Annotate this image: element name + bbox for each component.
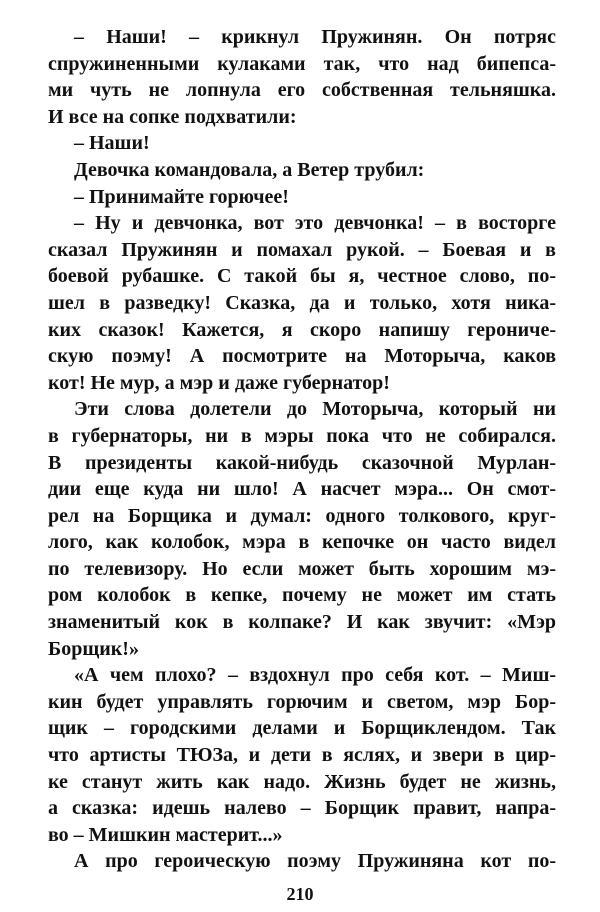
text-line: – Ну и девчонка, вот это девчонка! – в восторге — [74, 212, 556, 235]
text-line: ких сказок! Кажется, я скоро напишу герониче- — [48, 318, 556, 341]
text-line: а сказка: идешь налево – Борщик правит, напра- — [48, 797, 556, 820]
text-line: Эти слова долетели до Моторыча, который ни — [74, 398, 556, 421]
text-line: Борщик!» — [48, 637, 139, 660]
text-line: сказал Пружинян и помахал рукой. – Боевая и в — [48, 238, 556, 261]
text-line: – Наши! – крикнул Пружинян. Он потряс — [74, 26, 556, 48]
text-line: И все на сопке подхватили: — [48, 105, 297, 128]
text-line: рел на Борщика и думал: одного толкового, круг- — [48, 504, 556, 527]
text-line: ке станут жить как надо. Жизнь будет не жизнь, — [48, 770, 556, 793]
text-line: В президенты какой-нибудь сказочной Мурлан- — [48, 451, 556, 474]
text-line: во – Мишкин мастерит...» — [48, 823, 283, 846]
text-line: лого, как колобок, мэра в кепочке он часто видел — [48, 531, 556, 554]
page-number: 210 — [286, 884, 314, 904]
text-line: боевой рубашке. С такой бы я, честное слово, по- — [48, 265, 556, 288]
text-line: скую поэму! А посмотрите на Моторыча, каков — [48, 345, 556, 368]
text-line: кот! Не мур, а мэр и даже губернатор! — [48, 371, 390, 394]
text-line: в губернаторы, ни в мэры пока что не собирался. — [48, 424, 556, 447]
text-line: по телевизору. Но если может быть хорошим мэ- — [48, 557, 556, 580]
text-line: щик – городскими делами и Борщиклендом. Так — [48, 717, 556, 740]
text-line: ром колобок в кепке, почему не может им стать — [48, 584, 556, 607]
text-line: дии еще куда ни шло! А насчет мэра... Он смот- — [48, 478, 556, 501]
text-line: «А чем плохо? – вздохнул про себя кот. – Миш- — [74, 664, 556, 687]
text-line: А про героическую поэму Пружиняна кот по- — [74, 850, 556, 873]
text-line: шел в разведку! Сказка, да и только, хотя ника- — [48, 291, 556, 314]
text-line: кин будет управлять горючим и светом, мэр Бор- — [48, 690, 556, 713]
text-line: ми чуть не лопнула его собственная тельняшка. — [48, 79, 556, 102]
text-line: что артисты ТЮЗа, и дети в яслях, и звери в цир- — [48, 744, 556, 767]
text-line: Девочка командовала, а Ветер трубил: — [74, 158, 425, 181]
book-page-text — [48, 24, 556, 875]
text-line: – Наши! — [74, 132, 150, 155]
text-line: спружиненными кулаками так, что над бипепса- — [48, 52, 556, 75]
text-line: знаменитый кок в колпаке? И как звучит: «Мэр — [48, 611, 556, 634]
text-line: – Принимайте горючее! — [74, 185, 289, 208]
